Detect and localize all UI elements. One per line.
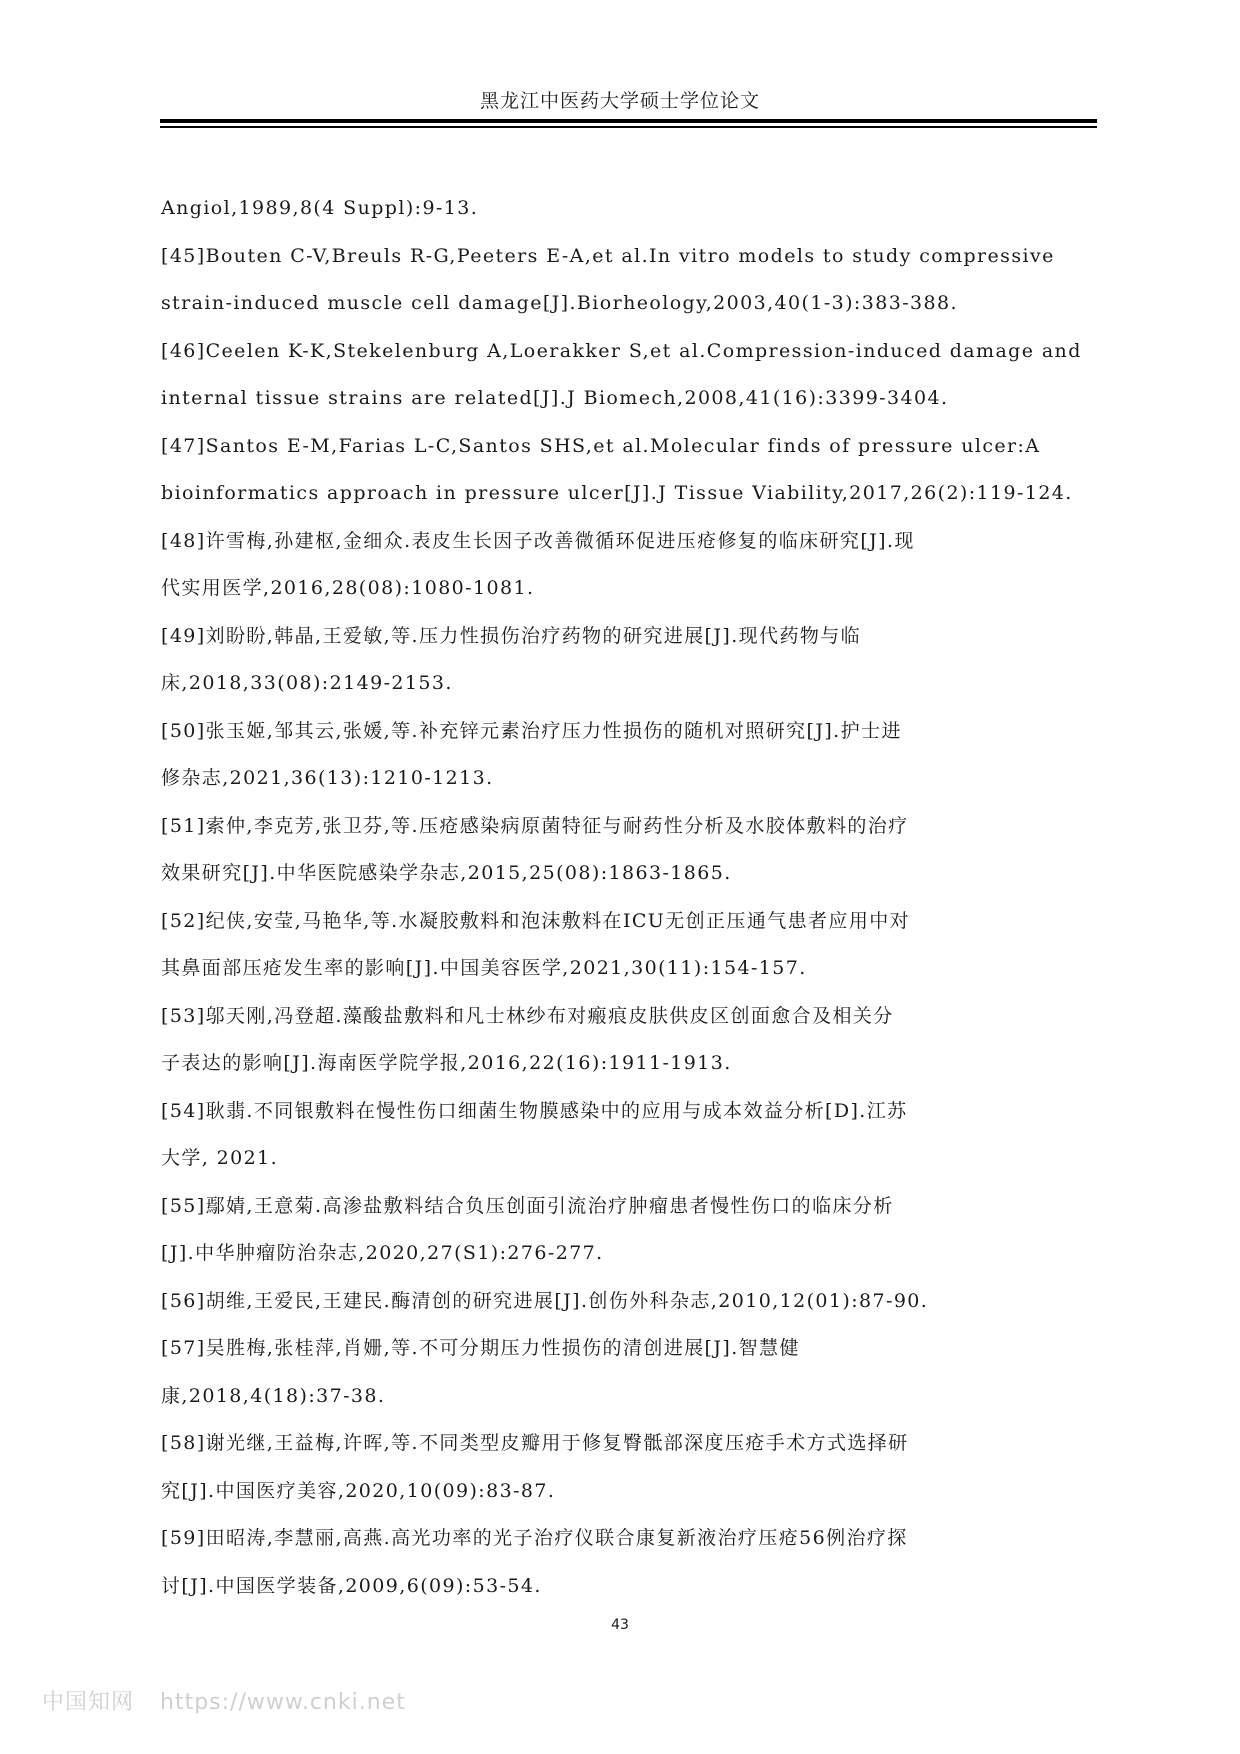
- reference-line: [51]索仲,李克芳,张卫芬,等.压疮感染病原菌特征与耐药性分析及水胶体敷料的治疗: [161, 814, 909, 837]
- reference-line: 床,2018,33(08):2149-2153.: [161, 672, 453, 694]
- header-rule-thick: [160, 119, 1097, 123]
- reference-line: 效果研究[J].中华医院感染学杂志,2015,25(08):1863-1865.: [161, 862, 732, 884]
- reference-line: [59]田昭涛,李慧丽,高燕.高光功率的光子治疗仪联合康复新液治疗压疮56例治疗探: [161, 1527, 908, 1549]
- reference-line: [47]Santos E-M,Farias L-C,Santos SHS,et al.Molecular finds of pressure ulcer:A: [161, 434, 1041, 457]
- reference-line: [46]Ceelen K-K,Stekelenburg A,Loerakker S,et al.Compression-induced damage and: [161, 339, 1082, 362]
- running-header-title: 黑龙江中医药大学硕士学位论文: [479, 90, 760, 112]
- reference-line: 修杂志,2021,36(13):1210-1213.: [161, 767, 494, 789]
- reference-line: Angiol,1989,8(4 Suppl):9-13.: [161, 197, 479, 219]
- reference-line: [50]张玉姬,邹其云,张媛,等.补充锌元素治疗压力性损伤的随机对照研究[J].护士进: [161, 719, 902, 742]
- reference-line: [J].中华肿瘤防治杂志,2020,27(S1):276-277.: [161, 1242, 604, 1264]
- reference-line: 大学, 2021.: [161, 1147, 279, 1169]
- reference-line: [45]Bouten C-V,Breuls R-G,Peeters E-A,et al.In vitro models to study compressive: [161, 244, 1055, 267]
- reference-line: 究[J].中国医疗美容,2020,10(09):83-87.: [161, 1479, 556, 1502]
- watermark-url: https://www.cnki.net: [160, 1690, 406, 1715]
- reference-line: 代实用医学,2016,28(08):1080-1081.: [161, 577, 535, 599]
- header-rule-thin: [160, 126, 1097, 128]
- reference-line: [55]鄢婧,王意菊.高渗盐敷料结合负压创面引流治疗肿瘤患者慢性伤口的临床分析: [161, 1194, 894, 1217]
- reference-line: [56]胡维,王爱民,王建民.酶清创的研究进展[J].创伤外科杂志,2010,12(01):87-90.: [161, 1289, 929, 1312]
- page-number: 43: [611, 1617, 629, 1633]
- reference-line: 康,2018,4(18):37-38.: [161, 1384, 386, 1407]
- reference-line: bioinformatics approach in pressure ulcer[J].J Tissue Viability,2017,26(2):119-124.: [161, 482, 1073, 504]
- reference-line: internal tissue strains are related[J].J Biomech,2008,41(16):3399-3404.: [161, 387, 949, 409]
- reference-list: [161, 185, 1101, 1610]
- reference-line: [57]吴胜梅,张桂萍,肖姗,等.不可分期压力性损伤的清创进展[J].智慧健: [161, 1337, 800, 1359]
- reference-line: [53]邬天刚,冯登超.藻酸盐敷料和凡士林纱布对瘢痕皮肤供皮区创面愈合及相关分: [161, 1004, 894, 1027]
- reference-line: 其鼻面部压疮发生率的影响[J].中国美容医学,2021,30(11):154-157.: [161, 957, 807, 979]
- reference-line: [58]谢光继,王益梅,许晖,等.不同类型皮瓣用于修复臀骶部深度压疮手术方式选择研: [161, 1432, 909, 1454]
- cnki-watermark: [42, 1685, 406, 1716]
- reference-line: [54]耿翡.不同银敷料在慢性伤口细菌生物膜感染中的应用与成本效益分析[D].江苏: [161, 1099, 908, 1122]
- reference-line: [52]纪侠,安莹,马艳华,等.水凝胶敷料和泡沫敷料在ICU无创正压通气患者应用中对: [161, 909, 911, 932]
- reference-line: [49]刘盼盼,韩晶,王爱敏,等.压力性损伤治疗药物的研究进展[J].现代药物与临: [161, 624, 862, 647]
- reference-line: 讨[J].中国医学装备,2009,6(09):53-54.: [161, 1574, 542, 1597]
- reference-line: strain-induced muscle cell damage[J].Biorheology,2003,40(1-3):383-388.: [161, 292, 958, 314]
- watermark-brand: 中国知网: [42, 1690, 135, 1715]
- reference-line: [48]许雪梅,孙建枢,金细众.表皮生长因子改善微循环促进压疮修复的临床研究[J].现: [161, 529, 915, 552]
- reference-line: 子表达的影响[J].海南医学院学报,2016,22(16):1911-1913.: [161, 1052, 732, 1074]
